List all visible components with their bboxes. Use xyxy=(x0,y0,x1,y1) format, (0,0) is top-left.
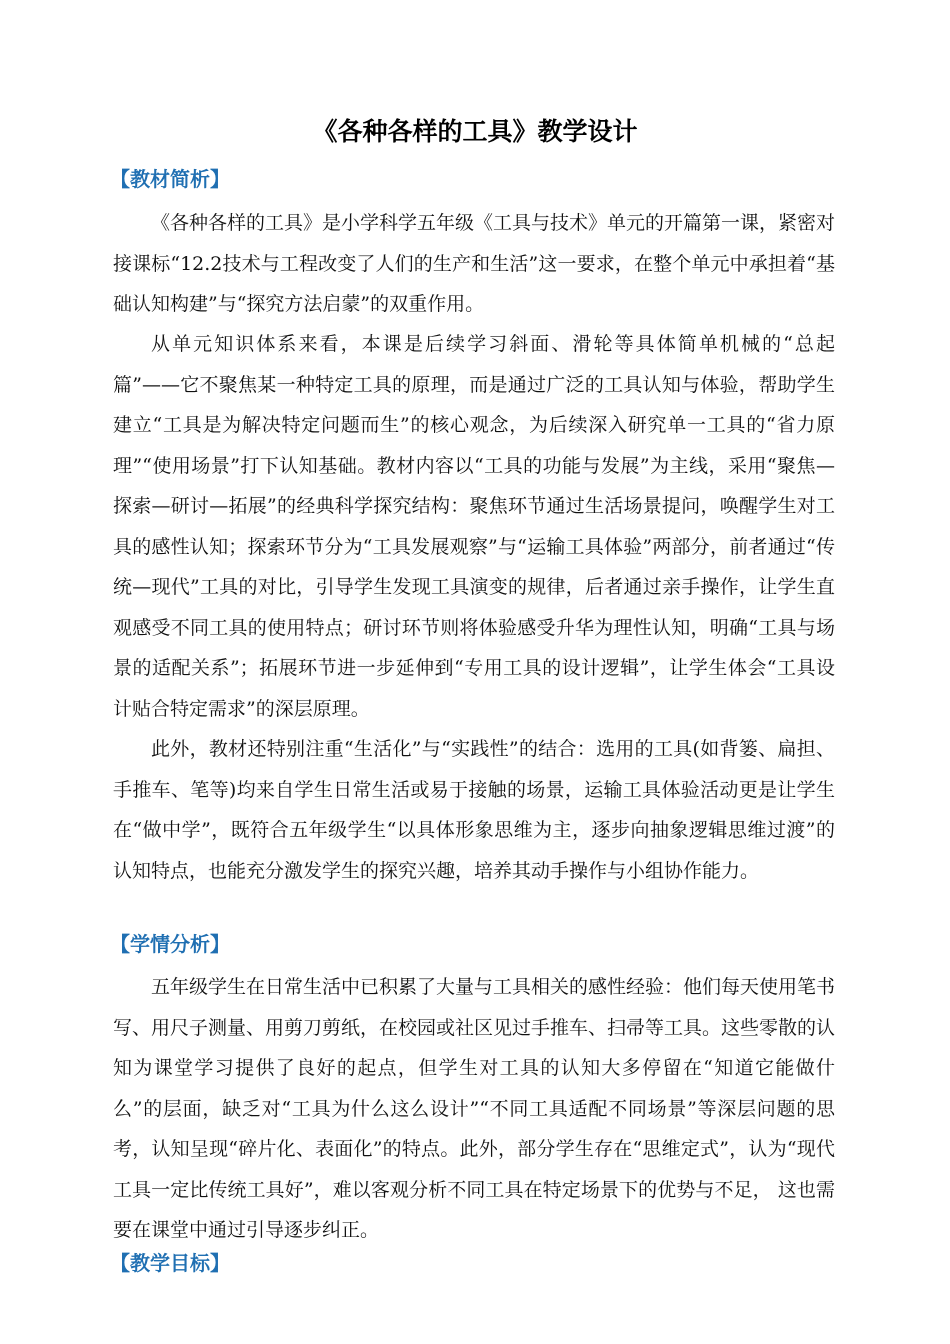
paragraph-unit-knowledge: 从单元知识体系来看，本课是后续学习斜面、滑轮等具体简单机械的“总起篇”——它不聚焦某一种特定工具的原理，而是通过广泛的工具认知与体验，帮助学生建立“工具是为解决特定问题而生”的核心观念，为后续深入研究单一工具的“省力原理”“使用场景”打下认知基础。教材内容以“工具的功能与发展”为主线，采用“聚焦—探索—研讨—拓展”的经典科学探究结构：聚焦环节通过生活场景提问，唤醒学生对工具的感性认知；探索环节分为“工具发展观察”与“运输工具体验”两部分，前者通过“传统—现代”工具的对比，引导学生发现工具演变的规律，后者通过亲手操作，让学生直观感受不同工具的使用特点；研讨环节则将体验感受升华为理性认知，明确“工具与场景的适配关系”；拓展环节进一步延伸到“专用工具的设计逻辑”，让学生体会“工具设计贴合特定需求”的深层原理。 xyxy=(113,333,835,720)
paragraph-life-practice: 此外，教材还特别注重“生活化”与“实践性”的结合：选用的工具(如背篓、扁担、手推车、笔等)均来自学生日常生活或易于接触的场景，运输工具体验活动更是让学生在“做中学”，既符合五年级学生“以具体形象思维为主，逐步向抽象逻辑思维过渡”的认知特点，也能充分激发学生的探究兴趣，培养其动手操作与小组协作能力。 xyxy=(113,738,835,882)
paragraph-textbook-intro: 《各种各样的工具》是小学科学五年级《工具与技术》单元的开篇第一课，紧密对接课标“12.2技术与工程改变了人们的生产和生活”这一要求，在整个单元中承担着“基础认知构建”与“探究方法启蒙”的双重作用。 xyxy=(113,212,836,315)
section-heading-textbook-analysis: 【教材简析】 xyxy=(110,167,230,191)
paragraph-learner-analysis: 五年级学生在日常生活中已积累了大量与工具相关的感性经验：他们每天使用笔书写、用尺子测量、用剪刀剪纸，在校园或社区见过手推车、扫帚等工具。这些零散的认知为课堂学习提供了良好的起点，但学生对工具的认知大多停留在“知道它能做什么”的层面，缺乏对“工具为什么这么设计”“不同工具适配不同场景”等深层问题的思考，认知呈现“碎片化、表面化”的特点。此外，部分学生存在“思维定式”，认为“现代工具一定比传统工具好”，难以客观分析不同工具在特定场景下的优势与不足， 这也需要在课堂中通过引导逐步纠正。 xyxy=(113,976,836,1241)
section-heading-learner-analysis: 【学情分析】 xyxy=(110,932,230,956)
section-heading-teaching-goals: 【教学目标】 xyxy=(110,1251,230,1275)
document-title: 《各种各样的工具》教学设计 xyxy=(312,117,638,146)
